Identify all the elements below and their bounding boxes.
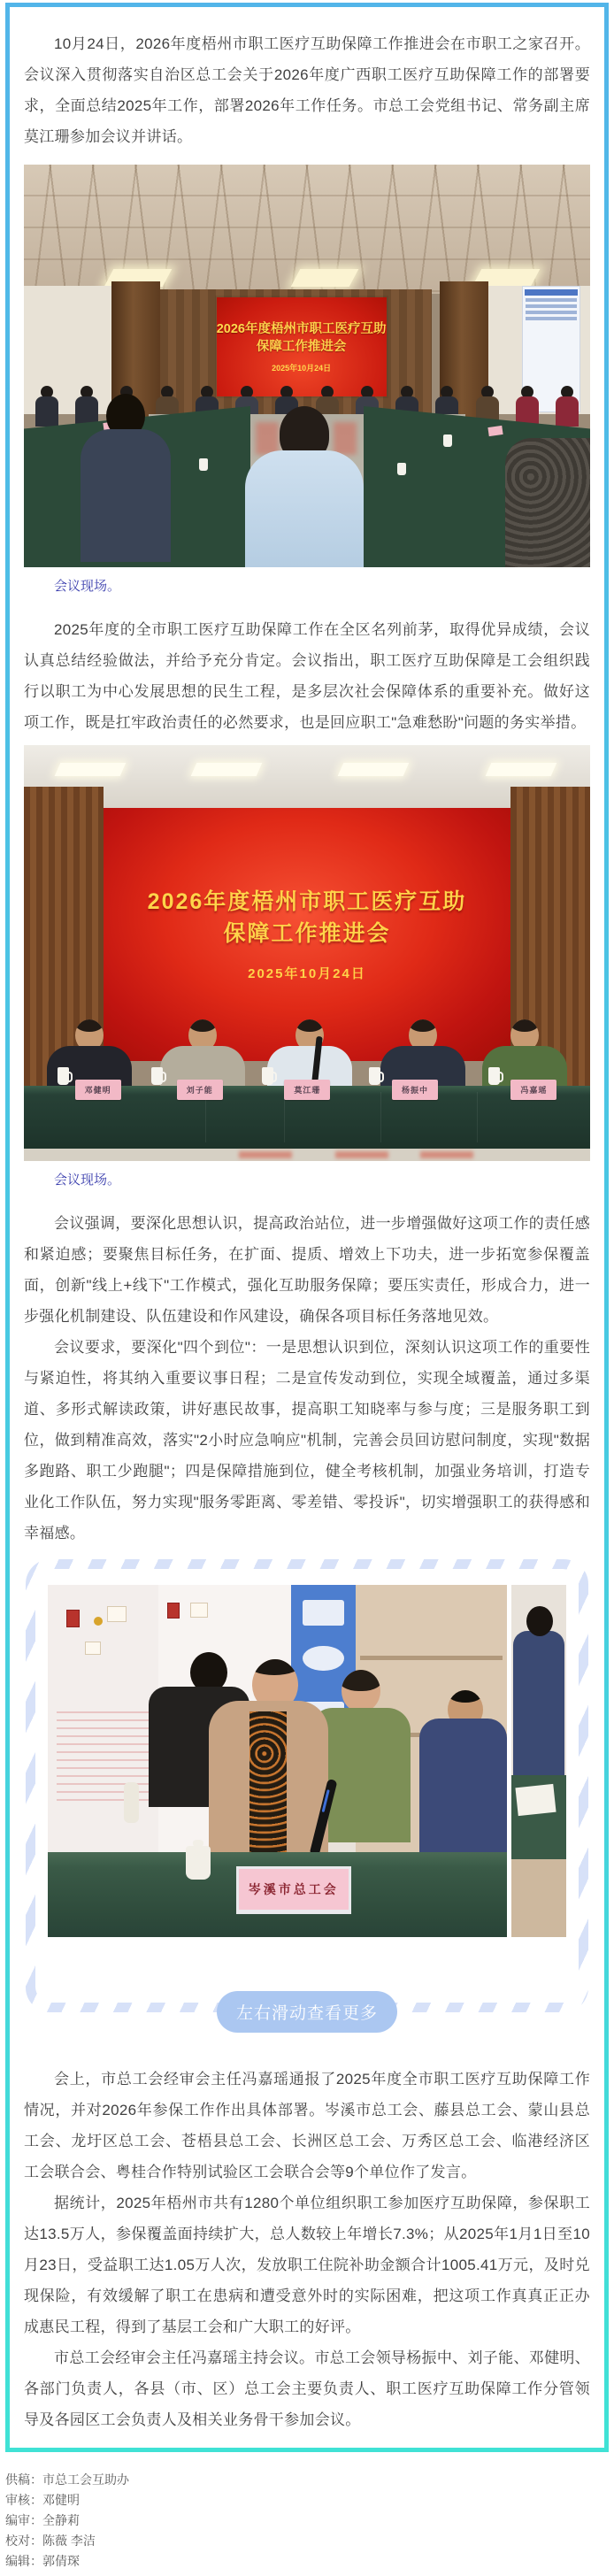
name-card: 莫江珊 bbox=[284, 1080, 330, 1100]
credit-row bbox=[5, 2470, 614, 2490]
credit-value: 郭倩琛 bbox=[42, 2554, 80, 2568]
name-card: 冯嘉瑶 bbox=[510, 1080, 556, 1100]
body-paragraph-3: 会议强调，要深化思想认识，提高政治站位，进一步增强做好这项工作的责任感和紧迫感；要聚焦目标任务，在扩面、提质、增效上下功夫，进一步拓宽参保覆盖面，创新"线上+线下"工作模式，强化互助服务保障；要压实责任，形成合力，进一步强化机制建设、队伍建设和作风建设，确保各项目标任务落地见效。 bbox=[24, 1215, 590, 1325]
certificate bbox=[107, 1606, 127, 1622]
credit-label: 审核： bbox=[5, 2493, 42, 2507]
name-card bbox=[487, 426, 503, 436]
article-content-frame bbox=[5, 3, 609, 2452]
screen-title-line1: 2026年度梧州市职工医疗互助 bbox=[147, 889, 467, 915]
photo-head-table bbox=[24, 745, 590, 1161]
article-credits bbox=[5, 2470, 614, 2572]
nameplate: 岑溪市总工会 bbox=[236, 1866, 351, 1914]
certificate bbox=[85, 1642, 101, 1655]
medal bbox=[94, 1617, 103, 1626]
screen-date: 2025年10月24日 bbox=[272, 363, 332, 373]
swipe-hint-pill: 左右滑动查看更多 bbox=[217, 1991, 397, 2033]
credit-row bbox=[5, 2490, 614, 2511]
credit-label: 校对： bbox=[5, 2534, 42, 2548]
body-paragraph-1: 10月24日，2026年度梧州市职工医疗互助保障工作推进会在市职工之家召开。会议深入贯彻落实自治区总工会关于2026年度广西职工医疗互助保障工作的部署要求，全面总结2025年工作，部署2026年工作任务。市总工会党组书记、常务副主席莫江珊参加会议并讲话。 bbox=[24, 35, 590, 145]
credit-label: 编审： bbox=[5, 2513, 42, 2527]
shelf bbox=[360, 1656, 503, 1660]
tea-cup bbox=[186, 1846, 211, 1880]
tea-cup bbox=[397, 463, 406, 475]
credit-row bbox=[5, 2511, 614, 2531]
credit-value: 全静莉 bbox=[42, 2513, 80, 2527]
ceiling bbox=[24, 745, 590, 808]
table-edge bbox=[511, 1859, 566, 1937]
body-paragraph-5: 会上，市总工会经审会主任冯嘉瑶通报了2025年度全市职工医疗互助保障工作情况，并对2026年参保工作作出具体部署。岑溪市总工会、藤县总工会、蒙山县总工会、龙圩区总工会、苍梧县总工会、长洲区总工会、万秀区总工会、临港经济区工会联合会、粤桂合作特别试验区工会联合会等9个单位作了发言。 bbox=[24, 2071, 590, 2180]
photo-caption: 会议现场。 bbox=[54, 579, 121, 594]
credit-label: 供稿： bbox=[5, 2472, 42, 2487]
screen-title-line1: 2026年度梧州市职工医疗互助 bbox=[216, 321, 387, 336]
body-paragraph-6: 据统计，2025年梧州市共有1280个单位组织职工参加医疗互助保障，参保职工达13.5万人，参保覆盖面持续扩大，总人数较上年增长7.3%；从2025年1月1日至10月23日，受益职工达1.05万人次，发放职工住院补助金额合计1005.41万元，及时兑现保险，有效缓解了职工在患病和遭受意外时的实际困难，把这项工作真真正正办成惠民工程，得到了基层工会和广大职工的好评。 bbox=[24, 2195, 590, 2335]
carousel-viewport bbox=[35, 1569, 579, 2003]
tea-cup bbox=[443, 434, 452, 447]
floor bbox=[24, 1149, 590, 1161]
thermos bbox=[124, 1782, 139, 1823]
foreground-person-back bbox=[505, 438, 590, 567]
tea-cup bbox=[151, 1067, 163, 1085]
tea-cup bbox=[488, 1067, 500, 1085]
carousel-slide-next-peek bbox=[511, 1585, 566, 1937]
person-silhouette bbox=[513, 1631, 564, 1779]
name-card: 刘子能 bbox=[177, 1080, 223, 1100]
photo-caption: 会议现场。 bbox=[54, 1173, 121, 1188]
body-paragraph-7: 市总工会经审会主任冯嘉瑶主持会议。市总工会领导杨振中、刘子能、邓健明、各部门负责人，各县（市、区）总工会主要负责人、职工医疗互助保障工作分管领导及各园区工会负责人及相关业务骨干参加会议。 bbox=[24, 2349, 590, 2428]
credit-row bbox=[5, 2531, 614, 2551]
tea-cup bbox=[199, 458, 208, 471]
screen-date: 2025年10月24日 bbox=[248, 966, 366, 982]
light-panel bbox=[291, 269, 359, 287]
foreground-person-back bbox=[245, 406, 364, 567]
tea-cup bbox=[58, 1067, 69, 1085]
foreground-person-back bbox=[81, 394, 171, 567]
screen-title-line2: 保障工作推进会 bbox=[223, 921, 391, 947]
tea-cup bbox=[262, 1067, 273, 1085]
carousel-slide-speaker bbox=[48, 1585, 507, 1937]
tea-cup bbox=[369, 1067, 380, 1085]
credit-value: 邓健明 bbox=[42, 2493, 80, 2507]
certificate bbox=[167, 1603, 180, 1619]
screen-title-line2: 保障工作推进会 bbox=[256, 339, 347, 354]
red-led-screen bbox=[217, 297, 387, 396]
photo-meeting-room-wide bbox=[24, 165, 590, 567]
body-paragraph-4: 会议要求，要深化"四个到位"：一是思想认识到位，深刻认识这项工作的重要性与紧迫性，将其纳入重要议事日程；二是宣传发动到位，实现全域覆盖，通过多渠道、多形式解读政策，讲好惠民故事，提高职工知晓率与参与度；三是服务职工到位，做到精准高效，落实"2小时应急响应"机制，完善会员回访慰问制度，实现"数据多跑路、职工少跑腿"；四是保障措施到位，健全考核机制，加强业务培训，打造专业化工作队伍，努力实现"服务零距离、零差错、零投诉"，切实增强职工的获得感和幸福感。 bbox=[24, 1339, 590, 1542]
name-card: 邓健明 bbox=[75, 1080, 121, 1100]
body-paragraph-2: 2025年度的全市职工医疗互助保障工作在全区名列前茅，取得优异成绩，会议认真总结经验做法，并给予充分肯定。会议指出，职工医疗互助保障是工会组织践行以职工为中心发展思想的民生工程，是多层次社会保障体系的重要补充。做好这项工作，既是扛牢政治责任的必然要求，也是回应职工"急难愁盼"问题的务实举措。 bbox=[24, 621, 590, 731]
certificate bbox=[66, 1610, 80, 1627]
paper bbox=[516, 1784, 556, 1816]
credit-value: 陈薇 李洁 bbox=[42, 2534, 96, 2548]
certificate bbox=[190, 1603, 208, 1618]
name-card: 杨振中 bbox=[392, 1080, 438, 1100]
credit-row bbox=[5, 2551, 614, 2572]
credit-label: 编辑： bbox=[5, 2554, 42, 2568]
credit-value: 市总工会互助办 bbox=[42, 2472, 129, 2487]
image-carousel[interactable] bbox=[26, 1559, 588, 2023]
